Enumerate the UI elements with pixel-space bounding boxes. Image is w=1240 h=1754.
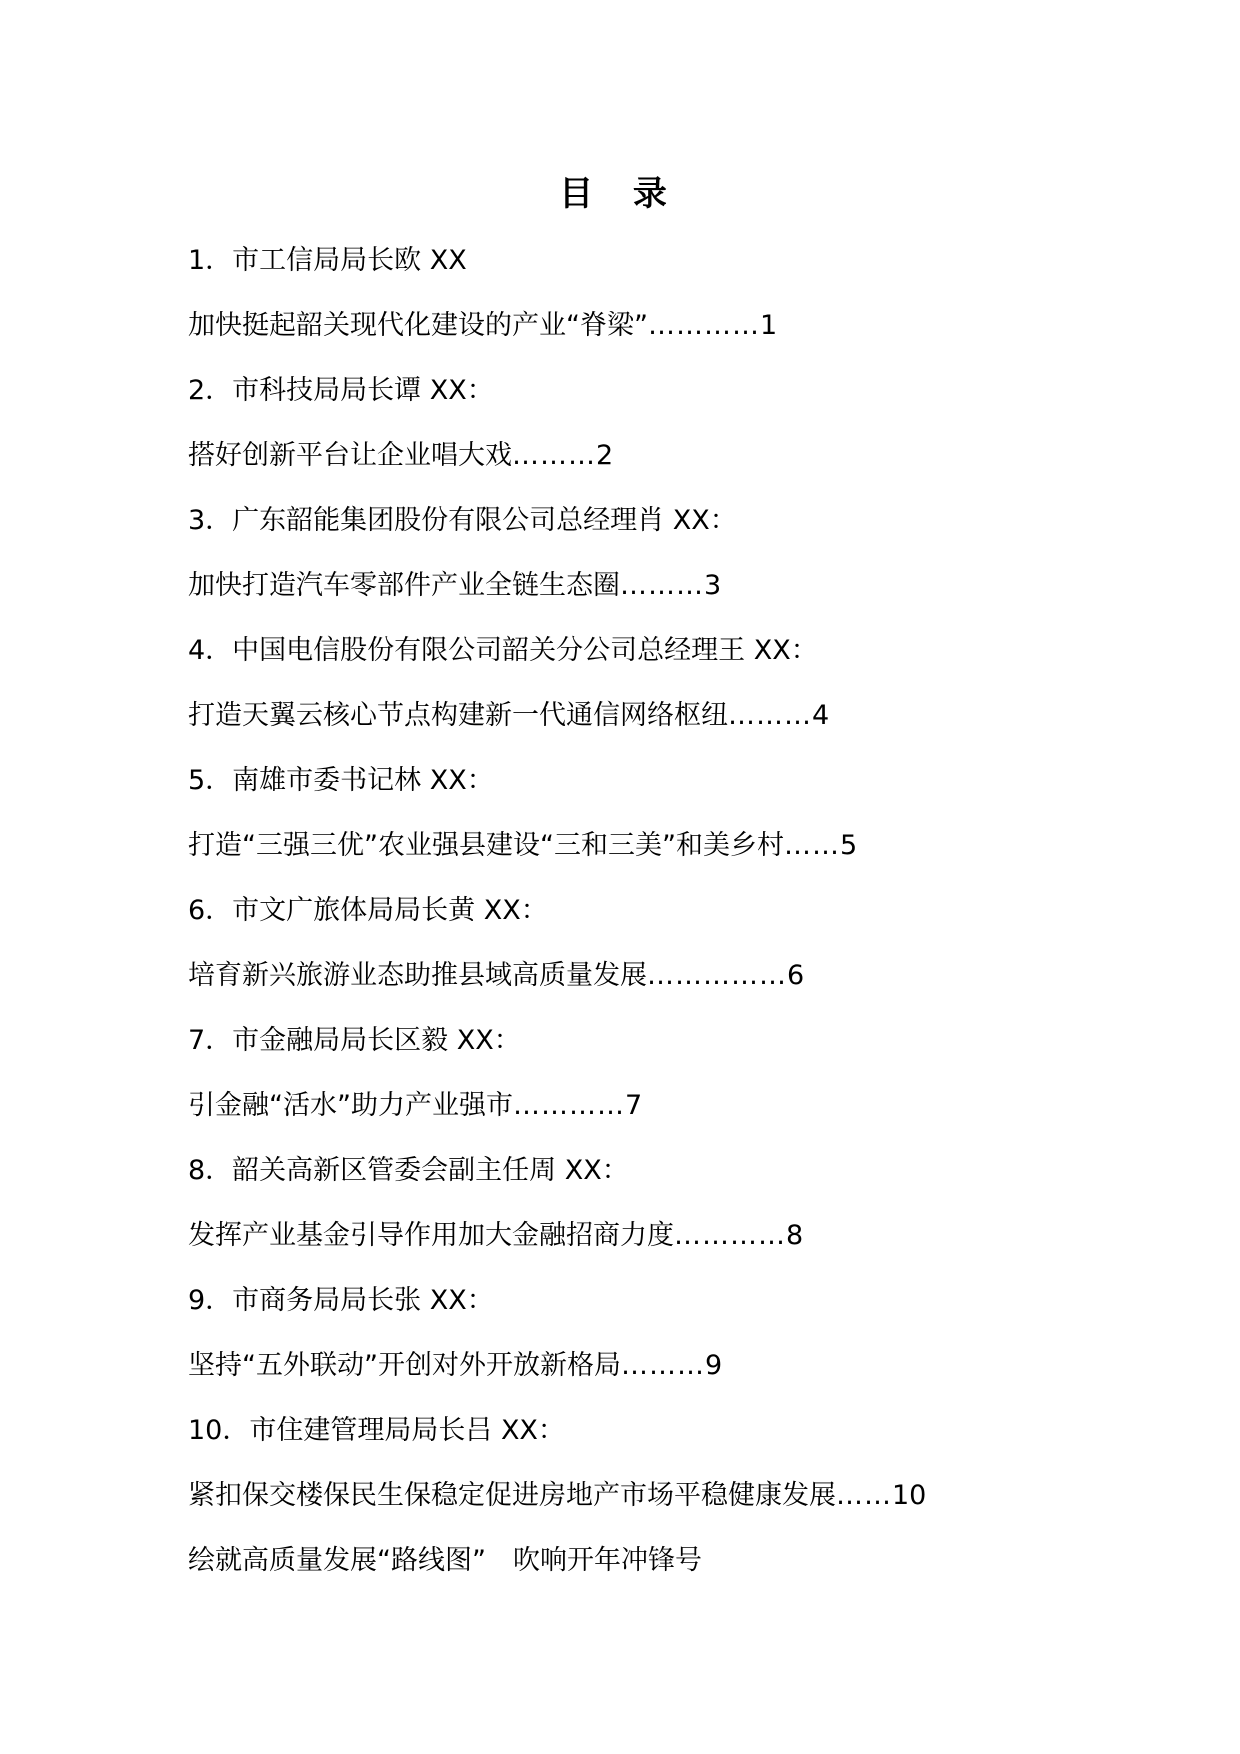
page-number: 4 [812,700,830,731]
dot-leader: …………… [647,960,787,991]
toc-title: 目 录 [559,174,681,214]
toc-entry-article[interactable] [188,1476,1168,1541]
toc-entry-heading: 4．中国电信股份有限公司韶关分公司总经理王 XX： [188,635,818,666]
toc-entry-heading: 6．市文广旅体局局长黄 XX： [188,895,548,926]
article-title: 打造“三强三优”农业强县建设“三和三美”和美乡村 [188,830,784,861]
dot-leader: ………… [674,1220,786,1251]
article-title: 加快打造汽车零部件产业全链生态圈 [188,570,620,601]
toc-entry-heading: 9．市商务局局长张 XX： [188,1285,494,1316]
toc-entry-heading: 8．韶关高新区管委会副主任周 XX： [188,1155,629,1186]
toc-entry-article[interactable] [188,566,1168,631]
article-title: 培育新兴旅游业态助推县域高质量发展 [188,960,647,991]
article-title: 打造天翼云核心节点构建新一代通信网络枢纽 [188,700,728,731]
toc-entry-article[interactable] [188,306,1168,371]
toc-entry-heading: 5．南雄市委书记林 XX： [188,765,494,796]
toc-entry-heading: 1．市工信局局长欧 XX [188,245,467,276]
dot-leader: ……… [512,440,596,471]
article-title: 发挥产业基金引导作用加大金融招商力度 [188,1220,674,1251]
page-number: 3 [704,570,722,601]
toc-entry-heading: 7．市金融局局长区毅 XX： [188,1025,521,1056]
article-title: 引金融“活水”助力产业强市 [188,1090,513,1121]
dot-leader: ………… [512,1090,625,1121]
article-title: 搭好创新平台让企业唱大戏 [188,440,512,471]
toc-entry-article[interactable] [188,1216,1168,1281]
toc-entry-article[interactable] [188,696,1168,761]
toc-entry-article[interactable] [188,1086,1168,1151]
dot-leader: ……… [728,700,812,731]
toc-list [188,241,1168,1606]
toc-entry-heading: 10．市住建管理局局长吕 XX： [188,1415,565,1446]
dot-leader: …… [836,1480,892,1511]
page-number: 9 [704,1350,723,1381]
toc-entry-heading: 2．市科技局局长谭 XX： [188,375,494,406]
toc-closing-line: 绘就高质量发展“路线图” 吹响开年冲锋号 [188,1545,702,1576]
page-number: 10 [892,1480,927,1511]
dot-leader: ………… [647,310,760,341]
page-number: 2 [596,440,614,471]
page-number: 6 [787,960,805,991]
toc-entry-heading: 3．广东韶能集团股份有限公司总经理肖 XX： [188,505,737,536]
page-number: 5 [839,830,858,861]
dot-leader: ……… [620,570,704,601]
dot-leader: ……… [620,1350,705,1381]
toc-entry-article[interactable] [188,826,1168,891]
dot-leader: …… [783,830,840,861]
toc-entry-article[interactable] [188,1346,1168,1411]
toc-entry-article[interactable] [188,436,1168,501]
page-number: 8 [786,1220,804,1251]
article-title: 紧扣保交楼保民生保稳定促进房地产市场平稳健康发展 [188,1480,836,1511]
page-number: 7 [624,1090,643,1121]
page-number: 1 [759,310,778,341]
article-title: 坚持“五外联动”开创对外开放新格局 [188,1350,621,1381]
toc-entry-article[interactable] [188,956,1168,1021]
article-title: 加快挺起韶关现代化建设的产业“脊梁” [188,310,648,341]
